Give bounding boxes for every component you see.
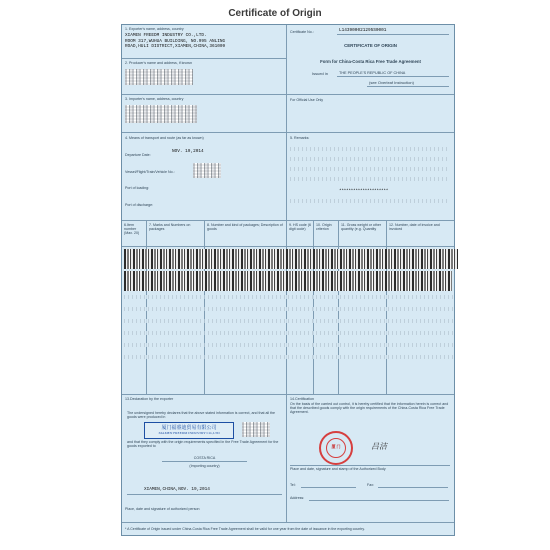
col-gross-weight xyxy=(339,221,387,247)
certification-text: On the basis of the carried out control, it is hereby certified that the information herein is correct and that the described goods comply with the origin requirements of the China-Costa Rica Free Trade Agreement. xyxy=(290,402,449,414)
goods-faint-line-4 xyxy=(124,331,454,335)
certificate-box xyxy=(287,25,454,95)
col-item-number xyxy=(122,221,147,247)
company-stamp xyxy=(144,422,234,439)
goods-faint-line-3 xyxy=(124,319,454,323)
certification-box xyxy=(287,395,454,523)
goods-redacted-block-2 xyxy=(124,271,452,291)
remarks-faint-line-5 xyxy=(290,199,450,203)
cert-no-label: Certificate No.: xyxy=(290,30,314,34)
tel-label: Tel: xyxy=(290,483,296,487)
exporter-box xyxy=(122,25,287,59)
importing-country-label: (Importing country) xyxy=(189,464,220,468)
goods-faint-line-2 xyxy=(124,307,454,311)
official-seal-icon xyxy=(319,431,353,465)
importer-redacted xyxy=(125,105,197,123)
remarks-faint-line-4 xyxy=(290,177,450,181)
goods-faint-line-1 xyxy=(124,295,454,299)
exporter-line-1: XIAMEN FREEDM INDUSTRY CO.,LTD. xyxy=(125,33,207,38)
col-origin-criterion-label: 10. Origin criterion xyxy=(316,223,332,231)
col-hs-code-label: 9. HS code (6 digit code) xyxy=(289,223,311,231)
declaration-box xyxy=(122,395,287,523)
vessel-redacted xyxy=(193,163,221,178)
certification-underline xyxy=(290,465,450,466)
declaration-text-1: The undersigned hereby declares that the above stated information is correct, and that all the goods were produced in xyxy=(127,411,276,419)
address-label: Address: xyxy=(290,496,305,500)
official-use-label: For Official Use Only xyxy=(290,98,324,102)
overleaf-underline xyxy=(367,86,449,87)
declaration-underline xyxy=(127,494,282,495)
producer-label: 2. Producer's name and address, if known xyxy=(125,61,193,65)
col-marks xyxy=(147,221,205,247)
col-hs-code xyxy=(287,221,314,247)
vessel-label: Vessel/Flight/Train/Vehicle No.: xyxy=(125,170,175,174)
exporter-line-3: ROAD,HULI DISTRICT,XIAMEN,CHINA,361009 xyxy=(125,44,226,49)
importer-box xyxy=(122,95,287,133)
col-gross-weight-label: 11. Gross weight or other quantity (e.g. Quantity xyxy=(341,223,382,231)
exporter-label: 1. Exporter's name, address, country xyxy=(125,27,184,31)
importing-underline xyxy=(162,461,247,462)
discharge-label: Port of discharge: xyxy=(125,203,154,207)
cert-form-line: Form for China-Costa Rica Free Trade Agreement xyxy=(320,59,421,64)
col-invoice xyxy=(387,221,454,247)
col-invoice-label: 12. Number, date of invoice and invoiced xyxy=(389,223,440,231)
stamp-chinese-name: 厦门福睿迪贸易有限公司 xyxy=(161,426,217,431)
col-origin-criterion xyxy=(314,221,339,247)
goods-redacted-block-1 xyxy=(124,249,458,269)
transport-box xyxy=(122,133,287,221)
declaration-label: 13.Declaration by the exporter xyxy=(125,397,174,401)
departure-label: Departure Date: xyxy=(125,153,151,157)
remarks-faint-line-2 xyxy=(290,157,450,161)
exporter-line-2: ROOM 317,WUHUA BUILDING, NO.995 ANLING xyxy=(125,38,226,44)
loading-label: Port of loading: xyxy=(125,186,150,190)
importer-label: 3. Importer's name, address, country xyxy=(125,97,184,101)
importing-country-value: COSTA RICA xyxy=(193,456,216,460)
producer-box xyxy=(122,59,287,95)
fax-underline xyxy=(378,487,448,488)
col-description-label: 8. Number and kind of packages; Description of goods xyxy=(207,223,283,231)
remarks-masked: ********************* xyxy=(339,189,389,194)
tel-underline xyxy=(301,487,356,488)
remarks-label: 5. Remarks: xyxy=(290,136,310,140)
goods-faint-line-5 xyxy=(124,343,454,347)
official-use-box xyxy=(287,95,454,133)
col-item-number-label: 6.Item number (Max. 20) xyxy=(124,223,140,235)
remarks-faint-line-1 xyxy=(290,147,450,151)
issued-in-label: Issued in xyxy=(312,71,329,76)
certification-signature-label: Place and date, signature and stamp of the Authorized Body xyxy=(290,467,386,471)
signature-redacted xyxy=(242,422,270,437)
address-underline xyxy=(309,500,449,501)
cert-heading: CERTIFICATE OF ORIGIN xyxy=(344,43,397,48)
cert-no-value: L143900021295S0001 xyxy=(339,28,387,33)
issued-in-value: THE PEOPLE'S REPUBLIC OF CHINA xyxy=(339,71,406,75)
fax-label: Fax: xyxy=(367,483,374,487)
certification-label: 14.Certification xyxy=(290,397,314,401)
col-marks-label: 7. Marks and Numbers on packages xyxy=(149,223,191,231)
col-description xyxy=(205,221,287,247)
page-title: Certificate of Origin xyxy=(228,8,322,19)
remarks-faint-line-3 xyxy=(290,167,450,171)
remarks-box xyxy=(287,133,454,221)
declaration-signature-label: Place, date and signature of authorized person xyxy=(125,507,200,511)
seal-text: 厦 门 xyxy=(331,444,341,449)
declaration-place-date: XIAMEN,CHINA,NOV. 19,2014 xyxy=(144,487,210,492)
declaration-text-2: and that they comply with the origin requirements specified in the Free Trade Agreement for the goods exported to xyxy=(127,440,279,448)
validity-footnote: * A Certificate of Origin issued under China-Costa Rica Free Trade Agreement shall be valid for one year from the date of issuance in the exporting country. xyxy=(125,527,365,531)
cert-no-underline xyxy=(337,34,449,35)
overleaf-note: (see Overleaf Instruction) xyxy=(369,80,414,85)
producer-redacted xyxy=(125,69,193,85)
officer-signature: 吕洁 xyxy=(371,442,387,451)
certificate-form xyxy=(121,24,455,536)
transport-label: 4. Means of transport and route (as far as known) xyxy=(125,136,204,140)
issued-underline xyxy=(337,76,449,77)
stamp-english-name: XIAMEN FREEDM INDUSTRY CO.,LTD xyxy=(158,431,220,435)
departure-value: NOV. 19,2014 xyxy=(172,149,204,154)
goods-faint-line-6 xyxy=(124,355,454,359)
